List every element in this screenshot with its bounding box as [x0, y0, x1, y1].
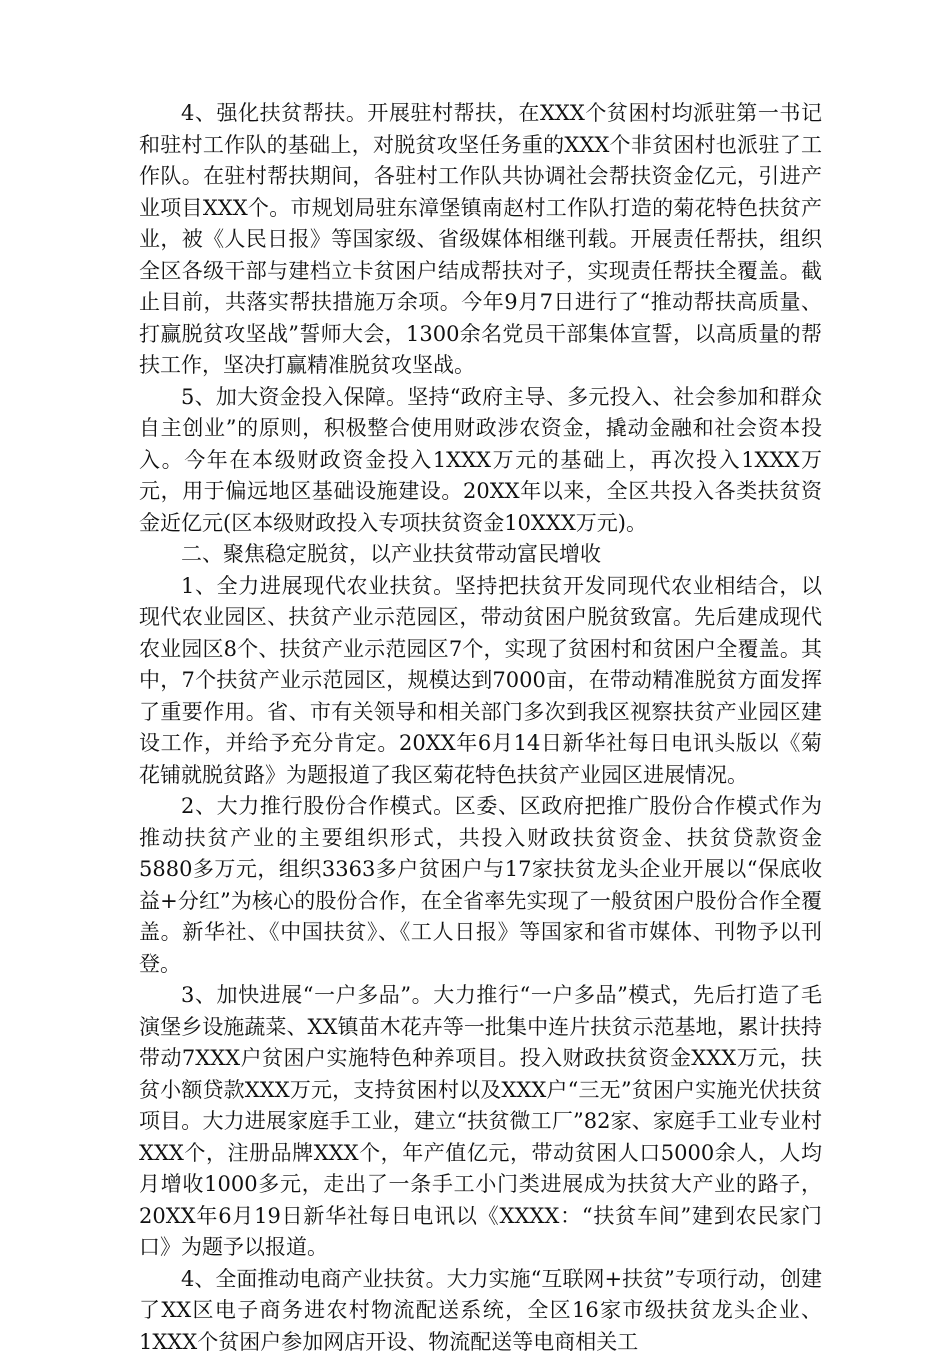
paragraph-shareholding-cooperation: 2、大力推行股份合作模式。区委、区政府把推广股份合作模式作为推动扶贫产业的主要组织形式，共投入财政扶贫资金、扶贫贷款资金5880多万元，组织3363多户贫困户与17家扶贫龙头企业开展以“保底收益+分红”为核心的股份合作，在全省率先实现了一般贫困户股份合作全覆盖。新华社、《中国扶贫》、《工人日报》等国家和省市媒体、刊物予以刊登。	[139, 791, 822, 980]
paragraph-one-household-multiple-products: 3、加快进展“一户多品”。大力推行“一户多品”模式，先后打造了毛演堡乡设施蔬菜、XX镇苗木花卉等一批集中连片扶贫示范基地，累计扶持带动7XXX户贫困户实施特色种养项目。投入财政扶贫资金XXX万元，扶贫小额贷款XXX万元，支持贫困村以及XXX户“三无”贫困户实施光伏扶贫项目。大力进展家庭手工业，建立“扶贫微工厂”82家、家庭手工业专业村XXX个，注册品牌XXX个，年产值亿元，带动贫困人口5000余人，人均月增收1000多元，走出了一条手工小门类进展成为扶贫大产业的路子，20XX年6月19日新华社每日电讯以《XXXX：“扶贫车间”建到农民家门口》为题予以报道。	[139, 980, 822, 1264]
paragraph-ecommerce-poverty-alleviation: 4、全面推动电商产业扶贫。大力实施“互联网+扶贫”专项行动，创建了XX区电子商务进农村物流配送系统，全区16家市级扶贫龙头企业、1XXX个贫困户参加网店开设、物流配送等电商相关工	[139, 1264, 822, 1358]
paragraph-modern-agriculture: 1、全力进展现代农业扶贫。坚持把扶贫开发同现代农业相结合，以现代农业园区、扶贫产业示范园区，带动贫困户脱贫致富。先后建成现代农业园区8个、扶贫产业示范园区7个，实现了贫困村和贫困户全覆盖。其中，7个扶贫产业示范园区，规模达到7000亩，在带动精准脱贫方面发挥了重要作用。省、市有关领导和相关部门多次到我区视察扶贫产业园区建设工作，并给予充分肯定。20XX年6月14日新华社每日电讯头版以《菊花铺就脱贫路》为题报道了我区菊花特色扶贫产业园区进展情况。	[139, 571, 822, 792]
section-heading: 二、聚焦稳定脱贫，以产业扶贫带动富民增收	[139, 539, 822, 571]
paragraph-strengthen-assistance: 4、强化扶贫帮扶。开展驻村帮扶，在XXX个贫困村均派驻第一书记和驻村工作队的基础上，对脱贫攻坚任务重的XXX个非贫困村也派驻了工作队。在驻村帮扶期间，各驻村工作队共协调社会帮扶资金亿元，引进产业项目XXX个。市规划局驻东漳堡镇南赵村工作队打造的菊花特色扶贫产业，被《人民日报》等国家级、省级媒体相继刊载。开展责任帮扶，组织全区各级干部与建档立卡贫困户结成帮扶对子，实现责任帮扶全覆盖。截止目前，共落实帮扶措施万余项。今年9月7日进行了“推动帮扶高质量、打赢脱贫攻坚战”誓师大会，1300余名党员干部集体宣誓，以高质量的帮扶工作，坚决打赢精准脱贫攻坚战。	[139, 98, 822, 382]
document-body	[139, 98, 822, 1358]
paragraph-funding-guarantee: 5、加大资金投入保障。坚持“政府主导、多元投入、社会参加和群众自主创业”的原则，积极整合使用财政涉农资金，撬动金融和社会资本投入。今年在本级财政资金投入1XXX万元的基础上，再次投入1XXX万元，用于偏远地区基础设施建设。20XX年以来，全区共投入各类扶贫资金近亿元(区本级财政投入专项扶贫资金10XXX万元)。	[139, 382, 822, 540]
